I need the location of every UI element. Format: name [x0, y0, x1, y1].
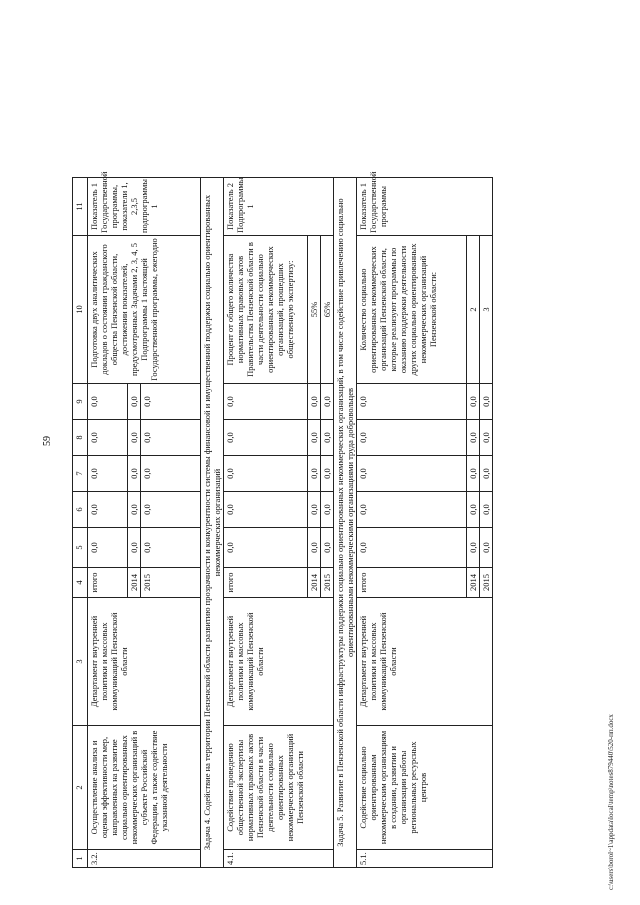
result-cell: Количество социально ориентированных некоммерческих организаций Пензенской области, которые реализуют программы по оказанию поддержки деятельности других социально ориентированных некоммерческих организаций Пензенской области:: [357, 236, 467, 384]
value-cell: 0,0: [88, 456, 128, 492]
result-2015: 3: [480, 236, 493, 384]
header-cell: 4: [73, 568, 88, 598]
header-cell: 1: [73, 850, 88, 868]
result-cell: Подготовка двух аналитических докладов о состоянии гражданского общества Пензенской области, достижении показателей, предусмотренных Задачами 2, 3, 4, 5 Подпрограммы 1 настоящей Государственной программы, ежегодно: [88, 236, 201, 384]
value-cell: 0,0: [321, 456, 334, 492]
task-5-heading: Задача 5. Развитие в Пензенской области инфраструктуры поддержки социально ориентированных некоммерческих организаций, в том числе содействие привлечению социально ориентированными некоммерческими организациями труда добровольцев: [334, 178, 357, 868]
spacer-cell: [73, 28, 88, 178]
year-cell: итого: [357, 568, 467, 598]
executor-cell: Департамент внутренней политики и массовых коммуникаций Пензенской области: [224, 598, 334, 726]
value-cell: 0,0: [321, 528, 334, 568]
header-cell: 2: [73, 726, 88, 850]
row-number: 3.2.: [88, 850, 201, 868]
value-cell: 0,0: [321, 492, 334, 528]
year-cell: 2015: [321, 568, 334, 598]
year-cell: 2015: [480, 568, 493, 598]
result-2014: 2: [467, 236, 480, 384]
value-cell: 0,0: [141, 384, 201, 420]
header-row: [73, 28, 88, 868]
value-cell: 0,0: [480, 456, 493, 492]
program-activities-table: [72, 28, 493, 869]
value-cell: 0,0: [128, 528, 141, 568]
value-cell: 0,0: [224, 492, 308, 528]
value-cell: 0,0: [321, 420, 334, 456]
indicator-cell: Показатель 1 Государственной программы: [357, 178, 493, 236]
value-cell: 0,0: [480, 384, 493, 420]
page-number: 59: [42, 436, 53, 446]
task-row: [334, 28, 357, 868]
executor-cell: Департамент внутренней политики и массовых коммуникаций Пензенской области: [357, 598, 493, 726]
year-cell: 2014: [308, 568, 321, 598]
header-cell: 5: [73, 528, 88, 568]
result-2015: 65%: [321, 236, 334, 384]
value-cell: 0,0: [357, 528, 467, 568]
year-cell: 2015: [141, 568, 201, 598]
file-path-footer: c:\users\borol~1\appdata\local\temp\notes879440\520-пп.docx: [607, 714, 615, 890]
value-cell: 0,0: [224, 420, 308, 456]
table-row-3-2: [88, 28, 128, 868]
year-cell: 2014: [128, 568, 141, 598]
year-cell: 2014: [467, 568, 480, 598]
value-cell: 0,0: [308, 456, 321, 492]
header-cell: 6: [73, 492, 88, 528]
spacer-cell: [334, 28, 357, 178]
value-cell: 0,0: [357, 420, 467, 456]
value-cell: 0,0: [141, 456, 201, 492]
value-cell: 0,0: [224, 456, 308, 492]
header-cell: 10: [73, 236, 88, 384]
table-row-5-1: [357, 28, 467, 868]
value-cell: 0,0: [128, 456, 141, 492]
value-cell: 0,0: [141, 420, 201, 456]
header-cell: 11: [73, 178, 88, 236]
value-cell: 0,0: [467, 420, 480, 456]
value-cell: 0,0: [141, 528, 201, 568]
value-cell: 0,0: [308, 492, 321, 528]
value-cell: 0,0: [224, 528, 308, 568]
value-cell: 0,0: [357, 456, 467, 492]
rotated-table-page: [72, 28, 622, 868]
value-cell: 0,0: [480, 528, 493, 568]
value-cell: 0,0: [357, 492, 467, 528]
value-cell: 0,0: [480, 420, 493, 456]
row-number: 4.1.: [224, 850, 334, 868]
value-cell: 0,0: [467, 456, 480, 492]
value-cell: 0,0: [308, 528, 321, 568]
activity-cell: Содействие проведению общественной экспертизы нормативных правовых актов Пензенской области в части деятельности социально ориентированных некоммерческих организаций Пензенской области: [224, 726, 334, 850]
value-cell: 0,0: [480, 492, 493, 528]
value-cell: 0,0: [128, 384, 141, 420]
value-cell: 0,0: [88, 492, 128, 528]
value-cell: 0,0: [467, 384, 480, 420]
value-cell: 0,0: [467, 528, 480, 568]
year-cell: итого: [224, 568, 308, 598]
value-cell: 0,0: [128, 420, 141, 456]
year-cell: итого: [88, 568, 128, 598]
table-row-4-1: [224, 28, 308, 868]
activity-cell: Содействие социально ориентированным некоммерческим организациям в создании, развитии и организации работы региональных ресурсных центров: [357, 726, 493, 850]
row-number: 5.1.: [357, 850, 493, 868]
indicator-cell: Показатель 1 Государственной программы, показатели 1, 2,3,5 подпрограммы 1: [88, 178, 201, 236]
header-cell: 3: [73, 598, 88, 726]
value-cell: 0,0: [88, 384, 128, 420]
activity-cell: Осуществление анализа и оценки эффективности мер, направленных на развитие социально ориентированных некоммерческих организаций в субъекте Российской Федерации, а также содействие указанной деятельности: [88, 726, 201, 850]
spacer-cell: [224, 28, 334, 178]
result-2014: 55%: [308, 236, 321, 384]
task-row: [201, 28, 224, 868]
value-cell: 0,0: [128, 492, 141, 528]
executor-cell: Департамент внутренней политики и массовых коммуникаций Пензенской области: [88, 598, 201, 726]
spacer-cell: [88, 28, 201, 178]
result-cell: Процент от общего количества нормативных правовых актов Правительства Пензенской области в части деятельности социально ориентированных некоммерческих организаций, прошедших общественную экспертизу:: [224, 236, 308, 384]
task-4-heading: Задача 4. Содействие на территории Пензенской области развитию прозрачности и конкурентности системы финансовой и имущественной поддержки социально ориентированных некоммерческих организаций: [201, 178, 224, 868]
header-cell: 7: [73, 456, 88, 492]
value-cell: 0,0: [308, 420, 321, 456]
value-cell: 0,0: [224, 384, 308, 420]
value-cell: 0,0: [141, 492, 201, 528]
spacer-cell: [201, 28, 224, 178]
header-cell: 8: [73, 420, 88, 456]
indicator-cell: Показатель 2 Подпрограммы 1: [224, 178, 334, 236]
value-cell: 0,0: [88, 420, 128, 456]
value-cell: 0,0: [321, 384, 334, 420]
value-cell: 0,0: [357, 384, 467, 420]
value-cell: 0,0: [88, 528, 128, 568]
value-cell: 0,0: [308, 384, 321, 420]
value-cell: 0,0: [467, 492, 480, 528]
header-cell: 9: [73, 384, 88, 420]
spacer-cell: [357, 28, 493, 178]
